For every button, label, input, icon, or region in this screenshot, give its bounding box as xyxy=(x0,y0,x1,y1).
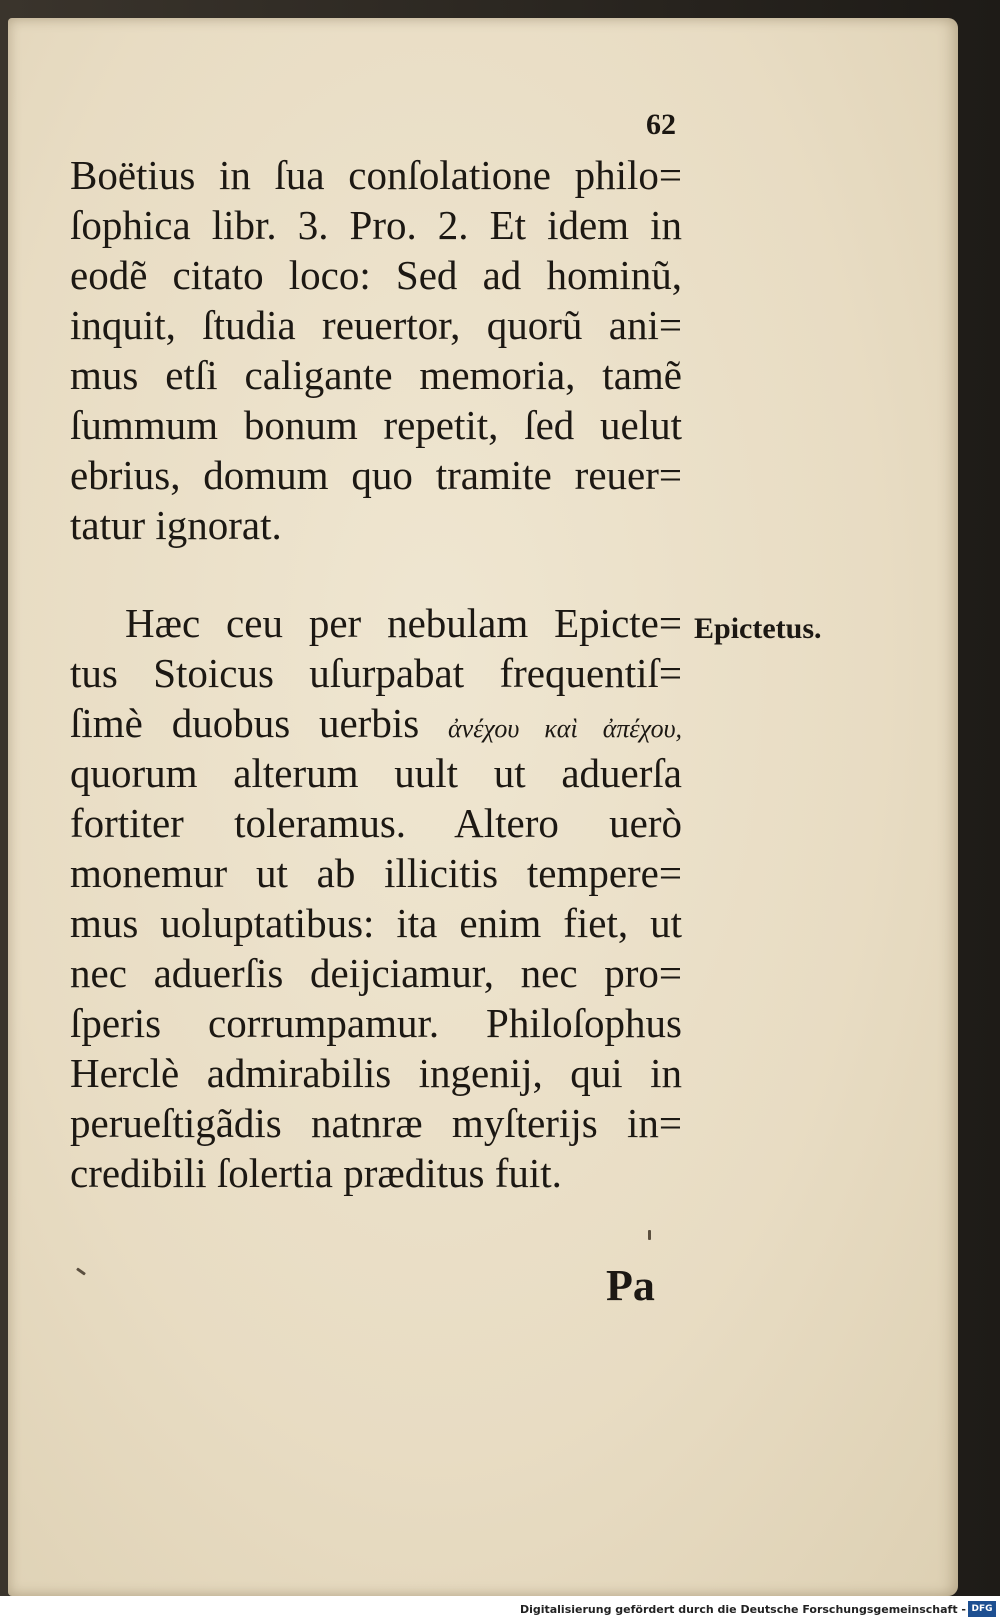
ink-speck xyxy=(648,1230,651,1240)
ink-speck xyxy=(76,1267,86,1275)
text-line: tus Stoicus uſurpabat frequentiſ= xyxy=(70,650,682,696)
book-page xyxy=(8,18,958,1596)
text-line: credibili ſolertia præditus fuit. xyxy=(70,1150,562,1196)
dfg-logo: DFG xyxy=(968,1601,996,1617)
catchword: Pa xyxy=(606,1261,655,1310)
text-line: fortiter toleramus. Altero uerò xyxy=(70,800,682,846)
show-through-texture xyxy=(708,168,898,868)
text-line: Herclè admirabilis ingenij, qui in xyxy=(70,1050,682,1096)
text-line-with-greek xyxy=(70,698,682,748)
text-line: nec aduerſis deijciamur, nec pro= xyxy=(70,950,682,996)
text-line: monemur ut ab illicitis tempere= xyxy=(70,850,682,896)
greek-phrase: ἀνέχου καὶ ἀπέχου, xyxy=(448,714,682,743)
text-line: eodẽ citato loco: Sed ad hominũ, xyxy=(70,252,682,298)
marginal-note: Epictetus. xyxy=(694,612,822,645)
paragraph-boetius xyxy=(70,150,682,550)
text-line: perueſtigãdis natnræ myſterijs in= xyxy=(70,1100,682,1146)
text-line: Boëtius in ſua conſolatione philo= xyxy=(70,152,682,198)
text-line: tatur ignorat. xyxy=(70,502,282,548)
text-line: ſummum bonum repetit, ſed uelut xyxy=(70,402,682,448)
text-line: Hæc ceu per nebulam Epicte= xyxy=(125,600,682,646)
text-line: mus uoluptatibus: ita enim fiet, ut xyxy=(70,900,682,946)
text-line: inquit, ſtudia reuertor, quorũ ani= xyxy=(70,302,682,348)
funding-credit: Digitalisierung gefördert durch die Deutsche Forschungsgemeinschaft - xyxy=(519,1603,966,1616)
page-number: 62 xyxy=(646,108,676,141)
text-line: ſperis corrumpamur. Philoſophus xyxy=(70,1000,682,1046)
text-line: quorum alterum uult ut aduerſa xyxy=(70,750,682,796)
paragraph-epictetus xyxy=(70,598,682,1198)
text-line: ebrius, domum quo tramite reuer= xyxy=(70,452,682,498)
footer-bar xyxy=(0,1596,1000,1620)
text-line: ſophica libr. 3. Pro. 2. Et idem in xyxy=(70,202,682,248)
text-line: mus etſi caligante memoria, tamẽ xyxy=(70,352,682,398)
text-segment: ſimè duobus uerbis xyxy=(70,700,448,746)
